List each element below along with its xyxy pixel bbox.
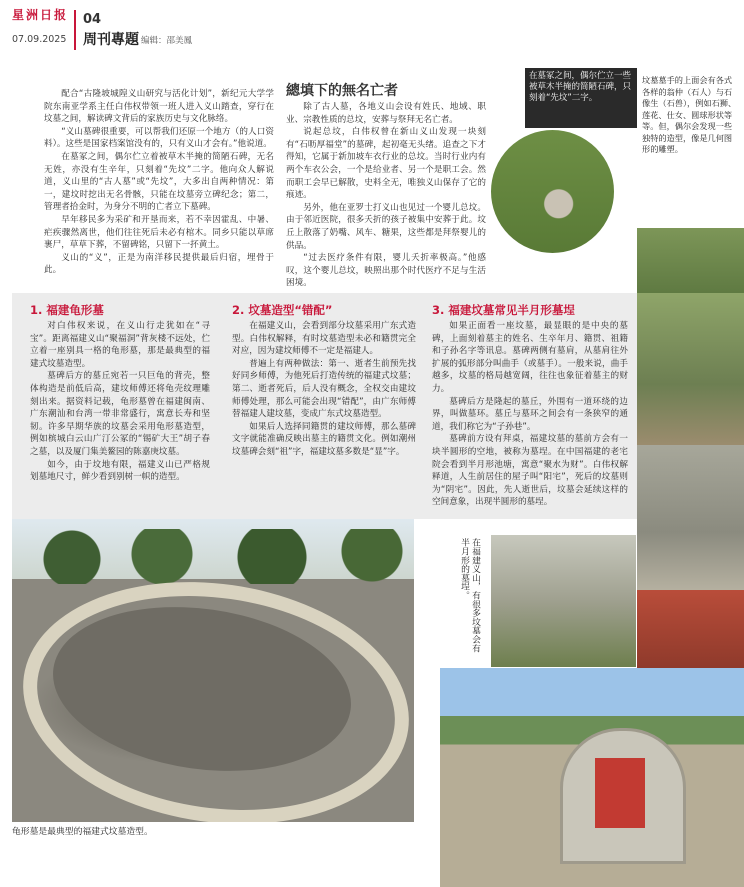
intro-text (44, 88, 274, 277)
tombstone-photo (489, 128, 616, 255)
stone-lion-photo (637, 445, 744, 590)
editor-credit: 编辑：邵美鳳 (141, 36, 193, 46)
section-paragraph: 在福建义山，会看到部分坟墓采用广东式造型。白伟权解释，有时坟墓造型未必和籍贯完全对应，因为建坟师傅不一定是福建人。 (232, 321, 416, 357)
section-half-moon (432, 302, 628, 509)
nameless-text (286, 101, 486, 290)
newspaper-logo: 星洲日报 (12, 8, 69, 22)
top-photo-caption: 在墓冢之间，偶尔伫立一些被草木半掩的简陋石碑，只刻着“先坟”二字。 (529, 71, 632, 103)
nameless-paragraph: 说起总坟，白伟权曾在新山义山发现一块刻有“石呖厚福堂”的墓碑，起初毫无头绪。追查之下才得知，它属于新加坡车衣行业的总坟。当时行业内有两个车衣公会，一个是给业者、另一个是职工会。然而职工会早已解散，史料全无，唯独义山保存了它的痕迹。 (286, 127, 486, 201)
hokkien-tomb-photo (440, 668, 744, 887)
section-paragraph: 如今，由于坟地有限，福建义山已严格规划墓地尺寸，鲜少看到别树一帜的造型。 (30, 459, 210, 483)
section-paragraph: 墓碑前方设有拜桌，福建坟墓的墓前方会有一块半圆形的空地，被称为墓埕。在中国福建的老宅院会看到半月形池塘，寓意“聚水为财”。白伟权解释道，人生前居住的屋子叫“阳宅”，死后的坟墓则为“阴宅”。因此，先人逝世后，坟墓会延续这样的空间意象，出现半圆形的墓埕。 (432, 434, 628, 508)
section-paragraph: 墓碑后方是隆起的墓丘，外围有一道环绕的边界，叫做墓环。墓丘与墓环之间会有一条狭窄的通道，我们称它为“子孙巷”。 (432, 396, 628, 432)
section-paragraph: 如果正面看一座坟墓，最显眼的是中央的墓碑，上面刻着墓主的姓名、生卒年月、籍贯、祖籍和子孙名字等讯息。墓碑两侧有墓肩，从墓肩往外扩展的弧形部分叫曲手（或墓手）。一般来说，曲手越多，坟墓的格局越宽阔，往往也象征着墓主的财力。 (432, 321, 628, 394)
half-moon-caption: 在福建义山，有很多坟墓会有半月形的墓埕。 (459, 538, 480, 653)
section-heading: 2. 坟墓造型“错配” (232, 303, 333, 317)
section-paragraph: 墓碑后方的墓丘宛若一只巨龟的背壳，整体构造是前低后高，建坟师傅还将龟壳纹理雕刻出来。据资料记载，龟形墓曾在福建闽南、广东潮汕和台湾一带非常盛行，寓意长寿和坚韧。许多早期华族的坟墓会采用龟形墓造型，例如槟城白云山广汀公冢的“锡矿大王”胡子春之墓，以及厦门集美鳌园的陈嘉庚坟墓。 (30, 371, 210, 457)
turtle-grave-photo (12, 519, 414, 822)
red-pillar-photo (637, 590, 744, 668)
nameless-paragraph: 除了古人墓，各地义山会设有姓氏、地域、职业、宗教性质的总坟，安葬与祭拜无名亡者。 (286, 102, 486, 125)
intro-paragraph: 早年移民多为采矿和开垦而来，若不幸因霍乱、中暑、疟疾骤然离世，他们往往死后未必有棺木。同乡只能以草席裹尸，草草下葬，不留碑铭，只留下一抔黄土。 (44, 214, 274, 251)
half-moon-grave-photo (491, 535, 636, 667)
intro-paragraph: 在墓冢之间，偶尔伫立着被草木半掩的简陋石碑，无名无姓，亦没有生辛年，只刻着“先坟”二字。他向众人解说道，义山里的“古人墓”或“先坟”，大多出自两种情况：第一，建坟时挖出无名骨骸，只能在坟墓旁立碑纪念；第二，管理者拾金时，为身分不明的亡者立下墓碑。 (44, 151, 274, 213)
nameless-heading: 總填下的無名亡者 (286, 83, 398, 99)
section-title: 周刊專題 (83, 32, 139, 48)
section-heading: 3. 福建坟墓常见半月形墓埕 (432, 303, 575, 317)
grass-grave-photo (637, 228, 744, 293)
stone-sculpture-photo (637, 293, 744, 445)
section-paragraph: 如果后人选择同籍贯的建坟师傅，那么墓碑文字就能准确反映出墓主的籍贯文化。例如潮州坟墓碑会刻“祖”字，福建坟墓多数是“显”字。 (232, 421, 416, 457)
nameless-paragraph: 另外，他在亚罗士打义山也见过一个婴儿总坟。由于邻近医院，很多夭折的孩子被集中安葬于此。坟丘上散落了奶嘴、风车、糖果，这些都是拜祭婴儿的供品。 (286, 202, 486, 251)
section-mismatch (232, 302, 416, 459)
nameless-paragraph: “过去医疗条件有限，婴儿夭折率极高。”他感叹，这个婴儿总坟，映照出那个时代医疗不足与生活困境。 (286, 253, 486, 289)
intro-paragraph: 义山的“义”，正是为南洋移民提供最后归宿，埋骨于此。 (44, 252, 274, 276)
header-divider (74, 10, 76, 50)
turtle-grave-caption: 龟形墓是最典型的福建式坟墓造型。 (12, 827, 153, 837)
page-number: 04 (83, 12, 102, 27)
intro-paragraph: “义山墓碑很重要，可以帮我们还原一个地方（的人口资料）。这些是国家档案馆没有的，只有义山才会有。”他说道。 (44, 126, 274, 150)
section-turtle-tomb (30, 302, 210, 484)
section-paragraph: 对白伟权来说，在义山行走犹如在“寻宝”。距离福建义山“聚福洞”背灰楼不远处，伫立着一座别具一格的龟形墓，那是最典型的福建式坟墓造型。 (30, 321, 210, 369)
intro-paragraph: 配合“古隆坡城隍义山研究与活化计划”，新纪元大学学院东南亚学系主任白伟权带领一班人进入义山踏查，穿行在坟墓之间，解读碑文背后的家族历史与文化脉络。 (44, 89, 274, 125)
section-heading: 1. 福建龟形墓 (30, 303, 104, 317)
section-paragraph: 普遍上有两种做法：第一、逝者生前预先找好同乡师傅，为他死后打造传统的福建式坟墓；第二、逝者死后，后人没有概念，全权交由建坟师傅处理，那么可能会出现“错配”，由广东师傅替福建人建坟墓，变成广东式坟墓造型。 (232, 358, 416, 420)
issue-date: 07.09.2025 (12, 34, 67, 45)
right-top-caption: 坟墓墓手的上面会有各式各样的翁仲（石人）与石像生（石兽），例如石狮、莲花、仕女、圆球形状等等。但，偶尔会发现一些独特的造型，像是几何图形的雕塑。 (642, 75, 737, 154)
